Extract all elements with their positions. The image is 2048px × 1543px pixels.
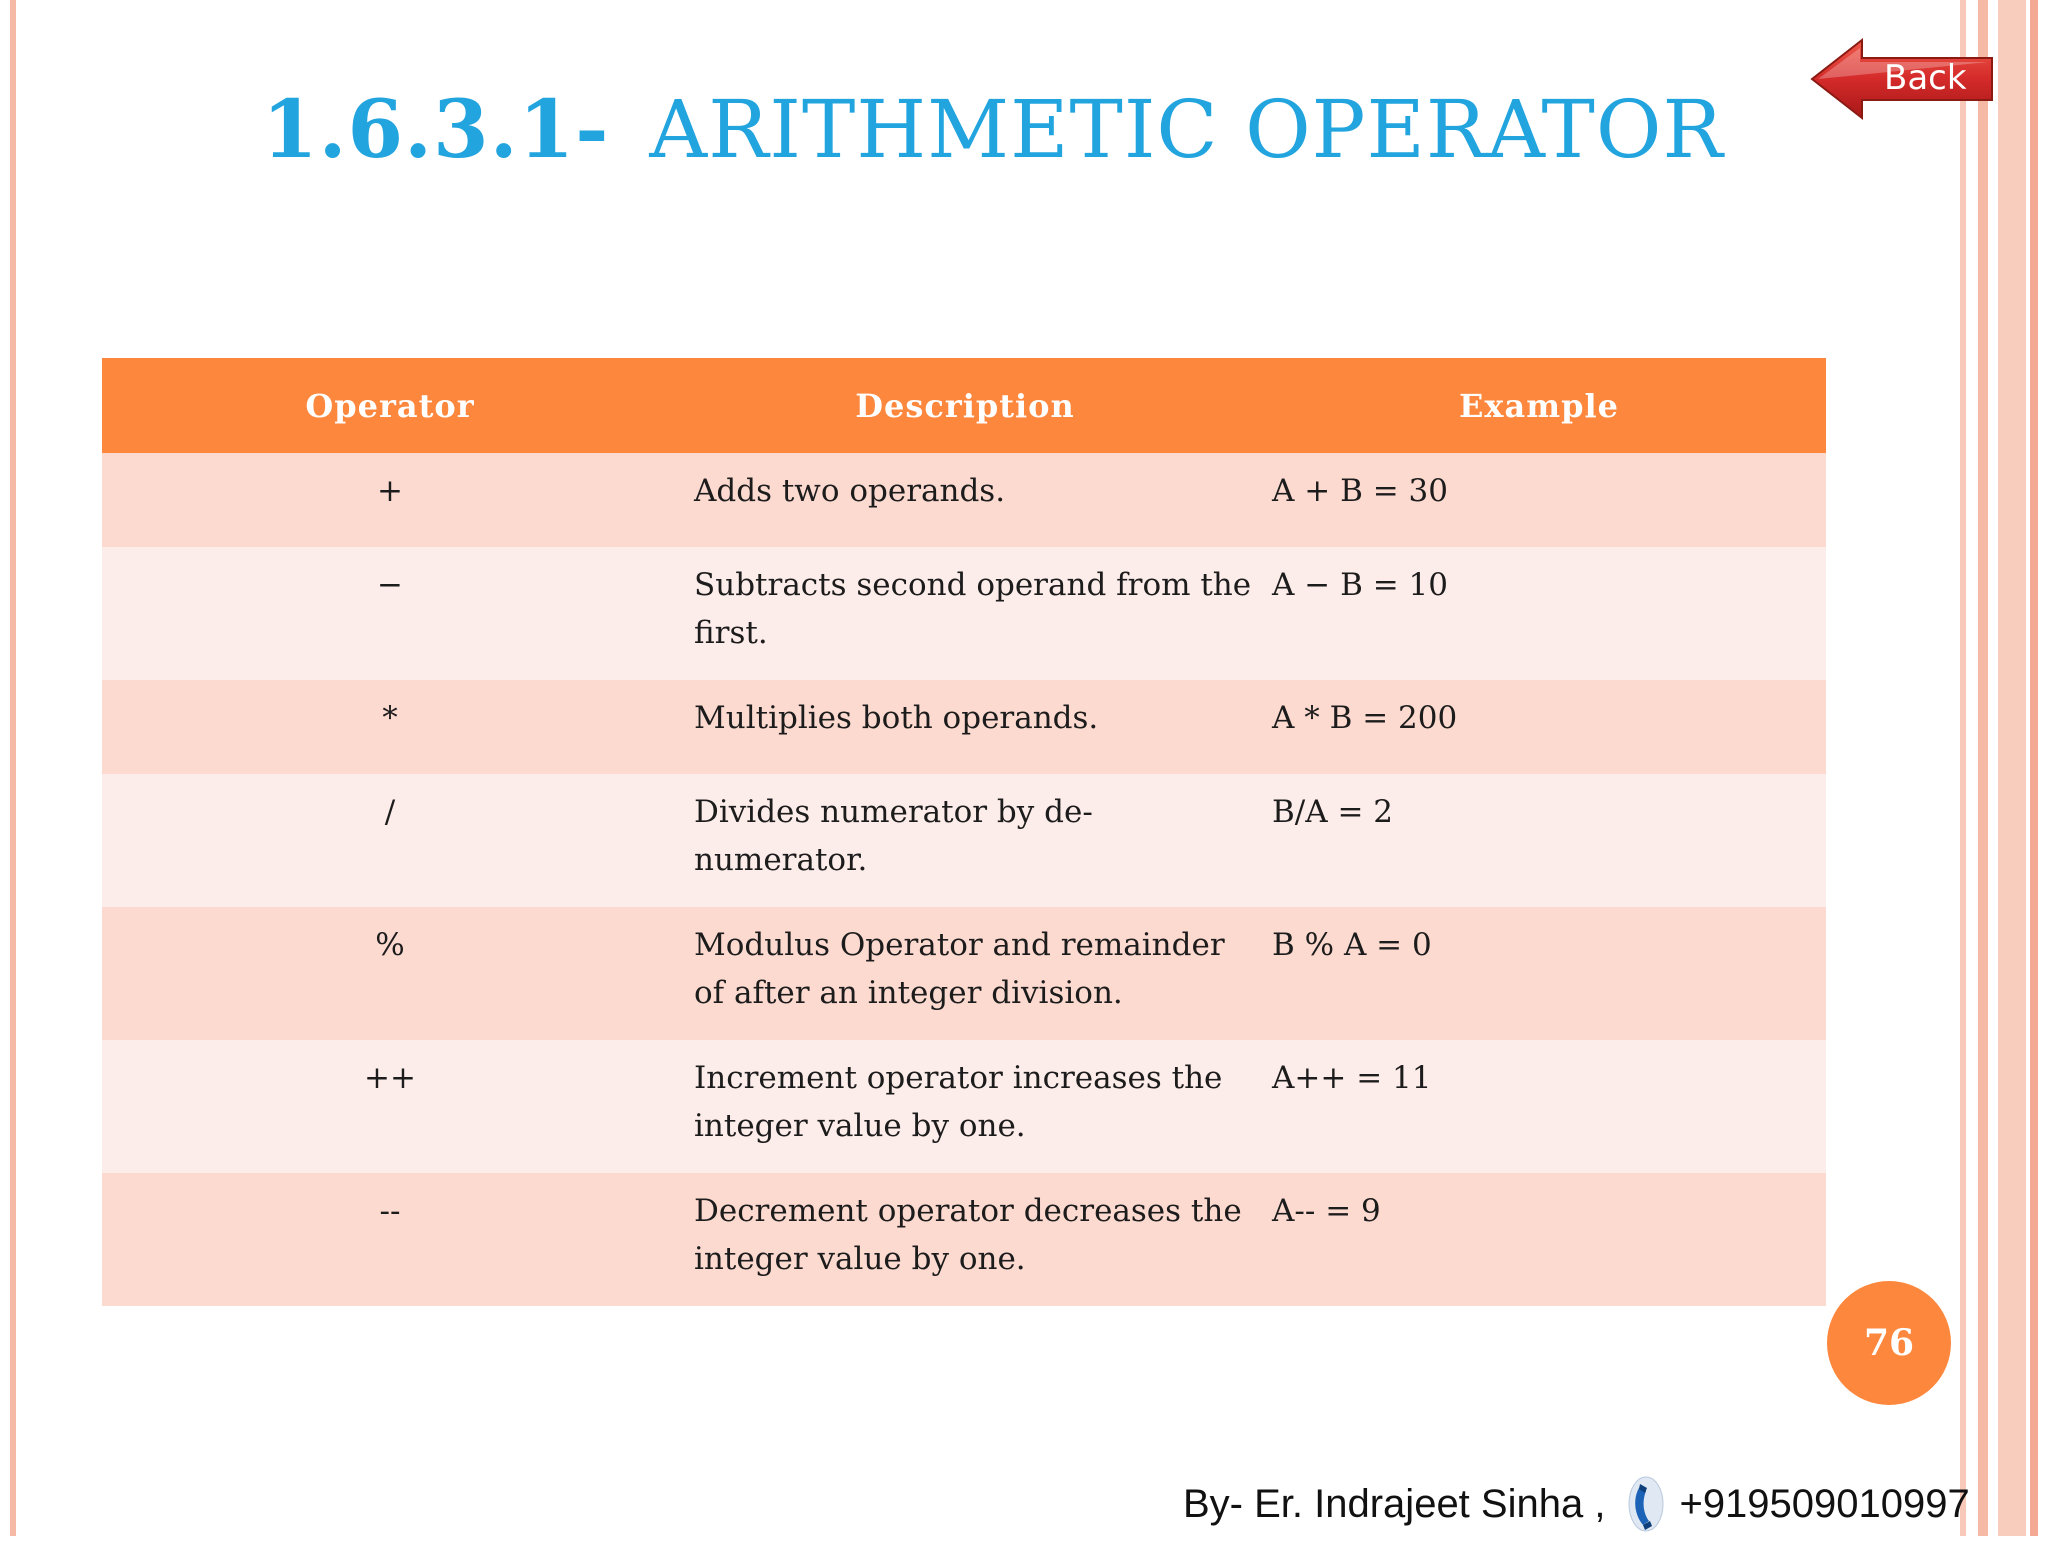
- example-cell: B % A = 0: [1272, 927, 1432, 963]
- header-description: Description: [855, 386, 1075, 425]
- slide-border-right: [1998, 0, 2026, 1536]
- header-operator: Operator: [305, 386, 475, 425]
- table-row: [102, 1173, 1826, 1306]
- operator-cell: *: [382, 700, 398, 736]
- example-cell: A++ = 11: [1272, 1060, 1432, 1096]
- example-cell: A − B = 10: [1272, 567, 1448, 603]
- slide-border-left: [10, 0, 16, 1536]
- slide-border-right: [1960, 0, 1966, 1536]
- back-label: Back: [1884, 58, 1967, 98]
- table-row: [102, 774, 1826, 907]
- title-text: ARITHMETIC OPERATOR: [649, 83, 1724, 176]
- description-cell: Multiplies both operands.: [694, 700, 1099, 736]
- operator-cell: −: [377, 567, 403, 603]
- footer-author: By- Er. Indrajeet Sinha ,: [1183, 1481, 1606, 1526]
- slide-border-right: [1978, 0, 1988, 1536]
- example-cell: A + B = 30: [1272, 473, 1448, 509]
- table-row: [102, 907, 1826, 1040]
- table-row: [102, 453, 1826, 547]
- operators-table: [102, 358, 1826, 1306]
- operator-cell: ++: [364, 1060, 416, 1096]
- description-cell: Modulus Operator and remainder of after an integer division.: [694, 927, 1225, 1011]
- example-cell: B/A = 2: [1272, 794, 1394, 830]
- example-cell: A * B = 200: [1272, 700, 1458, 736]
- operator-cell: --: [379, 1193, 401, 1229]
- description-cell: Divides numerator by de-numerator.: [694, 794, 1093, 878]
- table-header-row: [102, 358, 1826, 453]
- description-cell: Increment operator increases the integer value by one.: [694, 1060, 1223, 1144]
- operator-cell: /: [384, 794, 396, 830]
- table-row: [102, 680, 1826, 774]
- operator-cell: +: [377, 473, 403, 509]
- slide-title: [262, 82, 1724, 176]
- table-row: [102, 1040, 1826, 1173]
- back-button[interactable]: [1808, 36, 1996, 122]
- operator-cell: %: [375, 927, 405, 963]
- title-number: 1.6.3.1-: [262, 82, 610, 176]
- page-number-badge: 76: [1827, 1281, 1951, 1405]
- footer: [1183, 1474, 1970, 1534]
- phone-handset-icon: [1627, 1475, 1665, 1533]
- header-example: Example: [1459, 386, 1619, 425]
- description-cell: Adds two operands.: [694, 473, 1006, 509]
- description-cell: Decrement operator decreases the integer value by one.: [694, 1193, 1242, 1277]
- table-row: [102, 547, 1826, 680]
- description-cell: Subtracts second operand from the first.: [694, 567, 1252, 651]
- footer-phone: +919509010997: [1679, 1481, 1970, 1526]
- example-cell: A-- = 9: [1272, 1193, 1381, 1229]
- slide-border-right: [2030, 0, 2038, 1536]
